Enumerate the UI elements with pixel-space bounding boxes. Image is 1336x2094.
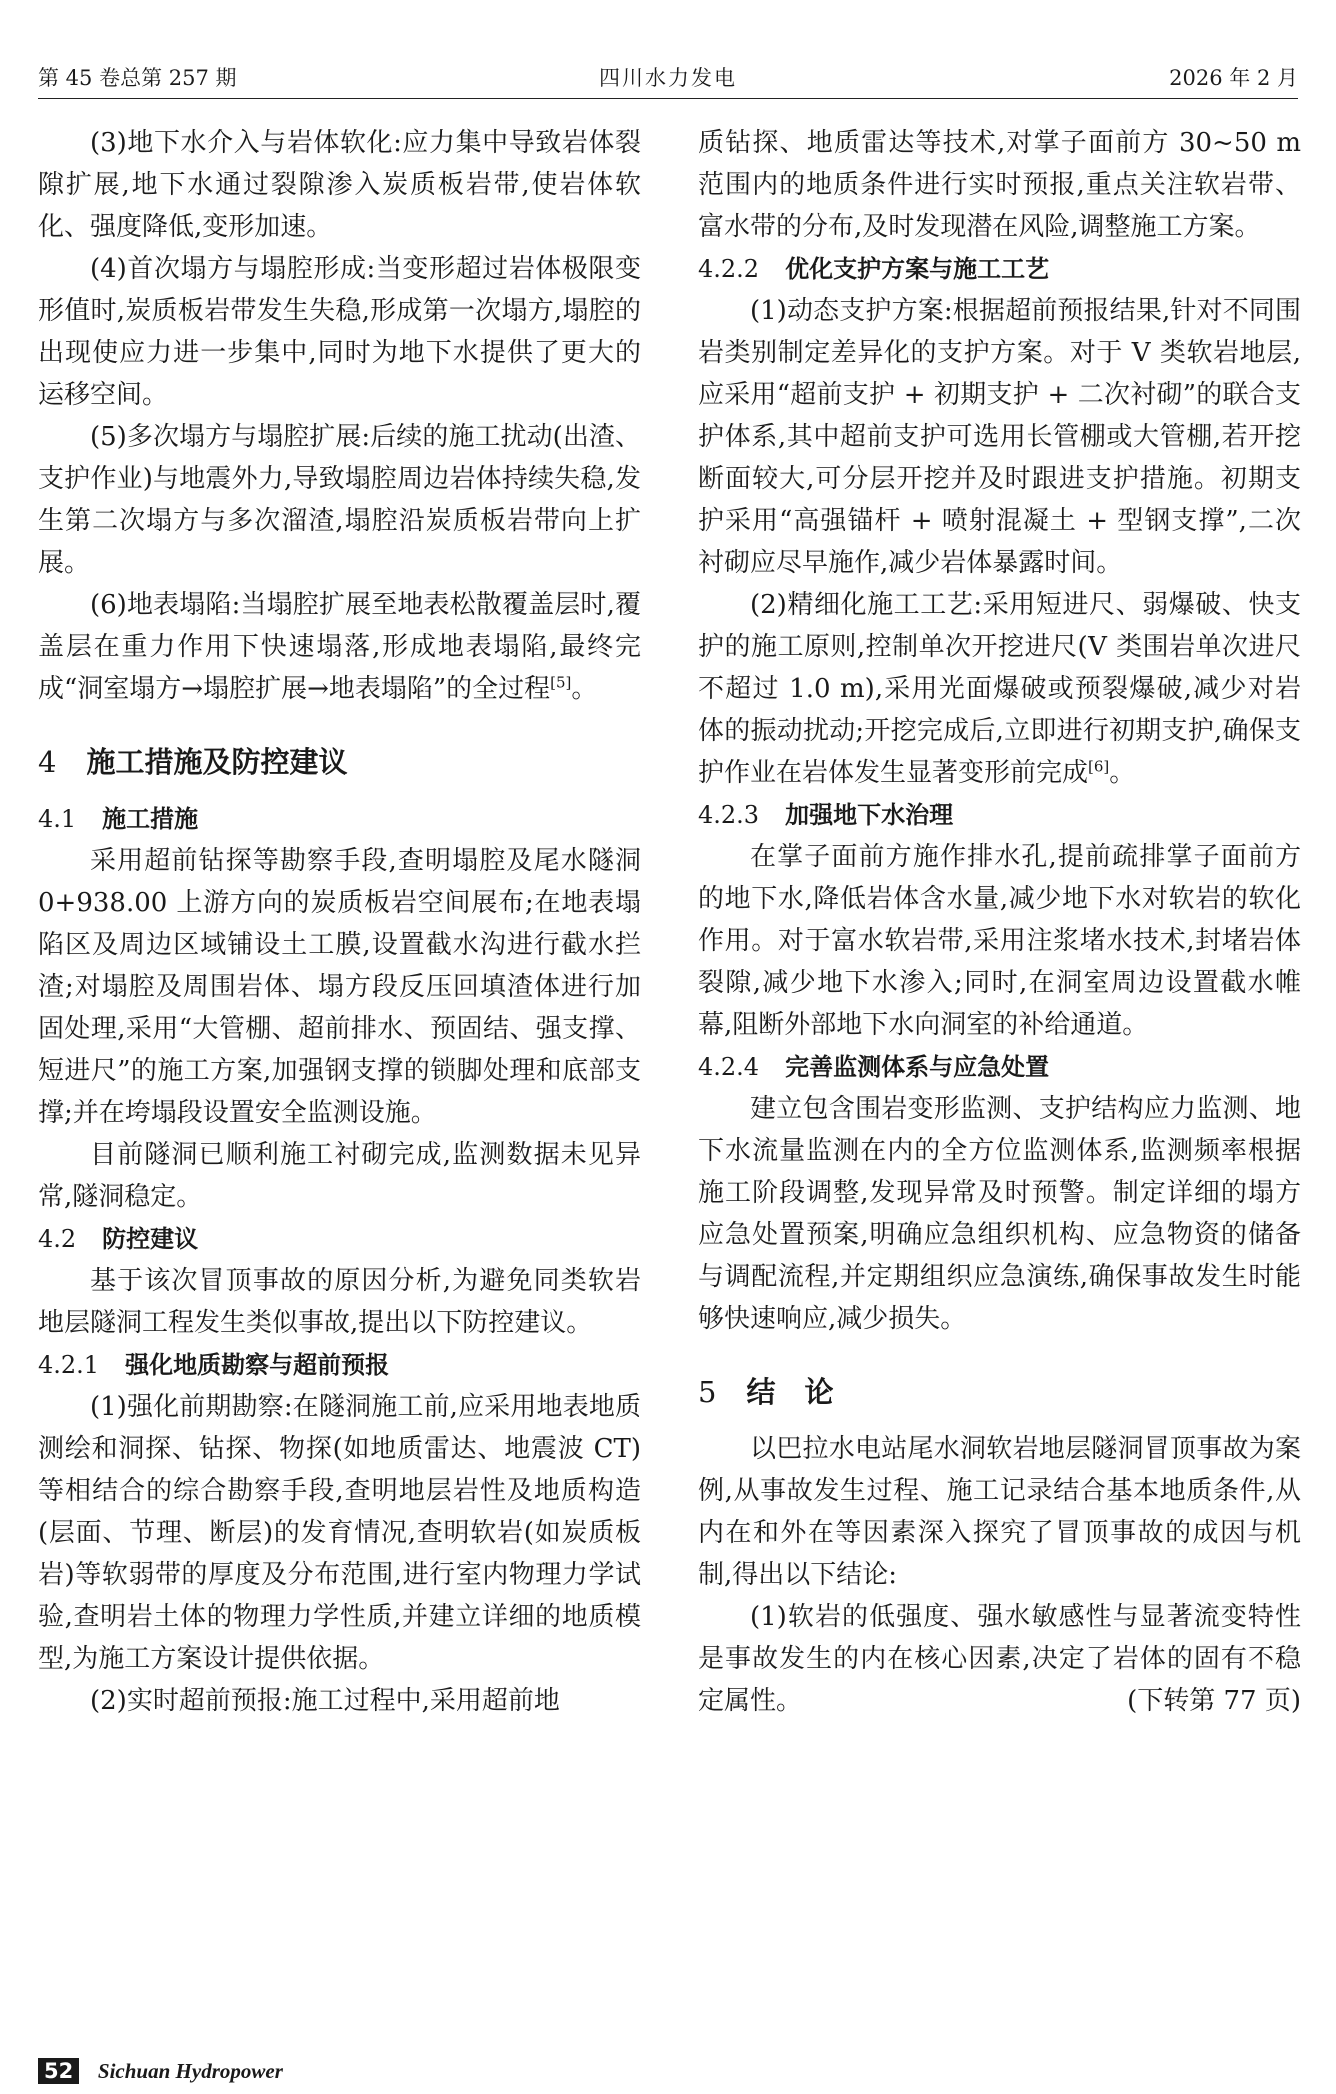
page-number: 52 — [38, 2058, 79, 2084]
paragraph: (6)地表塌陷:当塌腔扩展至地表松散覆盖层时,覆盖层在重力作用下快速塌落,形成地表塌陷,最终完成“洞室塌方→塌腔扩展→地表塌陷”的全过程[5]。 — [38, 590, 641, 704]
section-heading-4-1: 4.1 施工措施 — [38, 805, 199, 833]
paragraph: (2)精细化施工工艺:采用短进尺、弱爆破、快支护的施工原则,控制单次开挖进尺(Ⅴ 类围岩单次进尺不超过 1.0 m),采用光面爆破或预裂爆破,减少对岩体的振动扰动;开挖完成后,立即进行初期支护,确保支护作业在岩体发生显著变形前完成[6]。 — [698, 590, 1301, 788]
paragraph: (5)多次塌方与塌腔扩展:后续的施工扰动(出渣、支护作业)与地震外力,导致塌腔周边岩体持续失稳,发生第二次塌方与多次溜渣,塌腔沿炭质板岩带向上扩展。 — [38, 422, 641, 578]
paragraph: (1)软岩的低强度、强水敏感性与显著流变特性是事故发生的内在核心因素,决定了岩体的固有不稳定属性。 (下转第 77 页) — [698, 1596, 1301, 1722]
paragraph: 目前隧洞已顺利施工衬砌完成,监测数据未见异常,隧洞稳定。 — [38, 1140, 641, 1212]
issue-date: 2026 年 2 月 — [1169, 66, 1298, 90]
section-heading-4-2-3: 4.2.3 加强地下水治理 — [698, 801, 954, 829]
continued-note: (下转第 77 页) — [1127, 1686, 1301, 1716]
left-column — [38, 122, 641, 1722]
paragraph: (1)强化前期勘察:在隧洞施工前,应采用地表地质测绘和洞探、钻探、物探(如地质雷达、地震波 CT)等相结合的综合勘察手段,查明地层岩性及地质构造(层面、节理、断层)的发育情况,查明软岩(如炭质板岩)等软弱带的厚度及分布范围,进行室内物理力学试验,查明岩土体的物理力学性质,并建立详细的地质模型,为施工方案设计提供依据。 — [38, 1392, 641, 1674]
page-footer — [38, 2058, 283, 2084]
section-heading-5: 5 结 论 — [698, 1375, 834, 1409]
citation: [5] — [550, 673, 572, 692]
paragraph: 质钻探、地质雷达等技术,对掌子面前方 30~50 m 范围内的地质条件进行实时预报,重点关注软岩带、富水带的分布,及时发现潜在风险,调整施工方案。 — [698, 128, 1301, 242]
journal-title: 四川水力发电 — [599, 66, 737, 90]
journal-name-en: Sichuan Hydropower — [97, 2059, 283, 2083]
paragraph: 在掌子面前方施作排水孔,提前疏排掌子面前方的地下水,降低岩体含水量,减少地下水对软岩的软化作用。对于富水软岩带,采用注浆堵水技术,封堵岩体裂隙,减少地下水渗入;同时,在洞室周边设置截水帷幕,阻断外部地下水向洞室的补给通道。 — [698, 842, 1301, 1040]
paragraph: (2)实时超前预报:施工过程中,采用超前地 — [90, 1686, 560, 1716]
paragraph: 建立包含围岩变形监测、支护结构应力监测、地下水流量监测在内的全方位监测体系,监测频率根据施工阶段调整,发现异常及时预警。制定详细的塌方应急处置预案,明确应急组织机构、应急物资的储备与调配流程,并定期组织应急演练,确保事故发生时能够快速响应,减少损失。 — [698, 1094, 1301, 1334]
section-heading-4-2-2: 4.2.2 优化支护方案与施工工艺 — [698, 255, 1050, 283]
paragraph: 采用超前钻探等勘察手段,查明塌腔及尾水隧洞 0+938.00 上游方向的炭质板岩空间展布;在地表塌陷区及周边区域铺设土工膜,设置截水沟进行截水拦渣;对塌腔及周围岩体、塌方段反压回填渣体进行加固处理,采用“大管棚、超前排水、预固结、强支撑、短进尺”的施工方案,加强钢支撑的锁脚处理和底部支撑;并在垮塌段设置安全监测设施。 — [38, 846, 641, 1128]
section-heading-4-2-1: 4.2.1 强化地质勘察与超前预报 — [38, 1351, 390, 1379]
paragraph: 基于该次冒顶事故的原因分析,为避免同类软岩地层隧洞工程发生类似事故,提出以下防控建议。 — [38, 1266, 641, 1338]
paragraph: (4)首次塌方与塌腔形成:当变形超过岩体极限变形值时,炭质板岩带发生失稳,形成第一次塌方,塌腔的出现使应力进一步集中,同时为地下水提供了更大的运移空间。 — [38, 254, 641, 410]
section-heading-4: 4 施工措施及防控建议 — [38, 745, 348, 779]
right-column — [698, 122, 1301, 1722]
citation: [6] — [1088, 757, 1110, 776]
section-heading-4-2-4: 4.2.4 完善监测体系与应急处置 — [698, 1053, 1050, 1081]
issue-info: 第 45 卷总第 257 期 — [38, 66, 237, 90]
paragraph: (3)地下水介入与岩体软化:应力集中导致岩体裂隙扩展,地下水通过裂隙渗入炭质板岩带,使岩体软化、强度降低,变形加速。 — [38, 128, 641, 242]
section-heading-4-2: 4.2 防控建议 — [38, 1225, 199, 1253]
running-header — [38, 58, 1298, 99]
paragraph: 以巴拉水电站尾水洞软岩地层隧洞冒顶事故为案例,从事故发生过程、施工记录结合基本地质条件,从内在和外在等因素深入探究了冒顶事故的成因与机制,得出以下结论: — [698, 1434, 1301, 1590]
paragraph: (1)动态支护方案:根据超前预报结果,针对不同围岩类别制定差异化的支护方案。对于 Ⅴ 类软岩地层,应采用“超前支护 + 初期支护 + 二次衬砌”的联合支护体系,其中超前支护可选用长管棚或大管棚,若开挖断面较大,可分层开挖并及时跟进支护措施。初期支护采用“高强锚杆 + 喷射混凝土 + 型钢支撑”,二次衬砌应尽早施作,减少岩体暴露时间。 — [698, 296, 1301, 578]
